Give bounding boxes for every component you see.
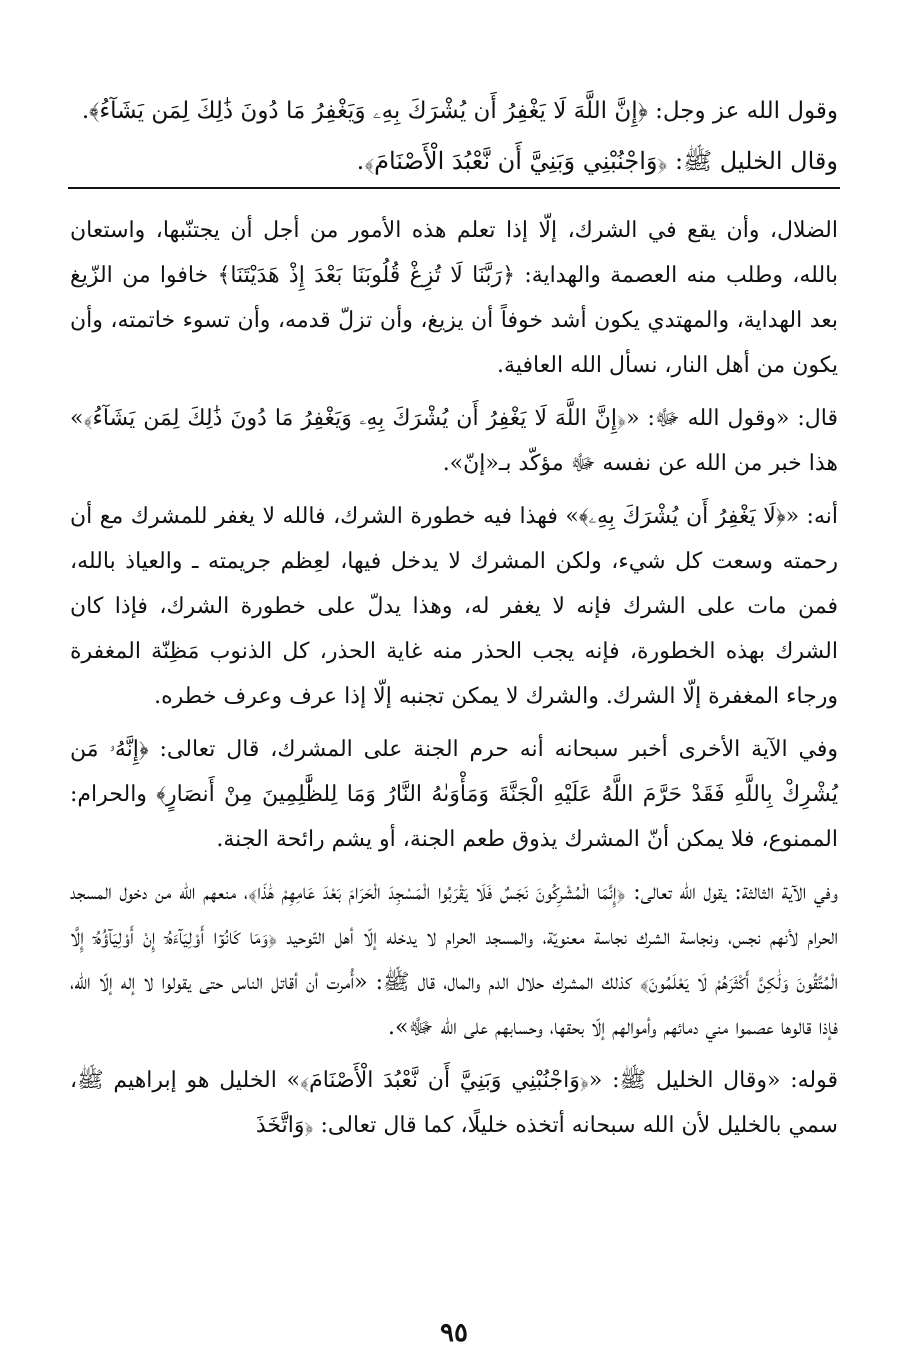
header-line-2: وقال الخليل ﷺ: ﴿وَاجْنُبْنِي وَبَنِيَّ أَن نَّعْبُدَ الْأَصْنَامَ﴾. [356, 147, 838, 175]
paragraph: وفي الآية الأخرى أخبر سبحانه أنه حرم الجنة على المشرك، قال تعالى: ﴿إِنَّهُۥ مَن يُشْرِكْ بِاللَّهِ فَقَدْ حَرَّمَ اللَّهُ عَلَيْهِ الْجَنَّةَ وَمَأْوَىٰهُ النَّارُ وَمَا لِلظَّٰلِمِينَ مِنْ أَنصَارٍ﴾ والحرام: الممنوع، فلا يمكن أنّ المشرك يذوق طعم الجنة، أو يشم رائحة الجنة. [70, 737, 838, 852]
page-number: ٩٥ [440, 1318, 468, 1348]
commentary-body [70, 208, 838, 1156]
paragraph: وفي الآية الثالثة: يقول الله تعالى: ﴿إِنَّمَا الْمُشْرِكُونَ نَجَسٌ فَلَا يَقْرَبُوا الْمَسْجِدَ الْحَرَامَ بَعْدَ عَامِهِمْ هَٰذَا﴾، منعهم الله من دخول المسجد الحرام لأنهم نجس، ونجاسة الشرك نجاسة معنويّة، والمسجد الحرام لا يدخله إلّا أهل التّوحيد ﴿وَمَا كَانُوٓا أَوْلِيَآءَهُۥٓ إِنْ أَوْلِيَآؤُهُۥٓ إِلَّا الْمُتَّقُونَ وَلَٰكِنَّ أَكْثَرَهُمْ لَا يَعْلَمُونَ﴾ كذلك المشرك حلال الدم والمال، قال ﷺ: «أُمرت أن أقاتل الناس حتى يقولوا لا إله إلّا الله، فإذا قالوها عصموا مني دمائهم وأموالهم إلّا بحقها، وحسابهم على الله ﷻ». [70, 880, 838, 1040]
header-quotes [70, 86, 838, 186]
paragraph: الضلال، وأن يقع في الشرك، إلّا إذا تعلم هذه الأمور من أجل أن يجتنّبها، واستعان بالله، وطلب منه العصمة والهداية: ﴿رَبَّنَا لَا تُزِغْ قُلُوبَنَا بَعْدَ إِذْ هَدَيْتَنَا﴾ خافوا من الزّيغ بعد الهداية، والمهتدي يكون أشد خوفاً أن يزيغ، وأن تزلّ قدمه، وأن تسوء خاتمته، وأن يكون من أهل النار، نسأل الله العافية. [70, 218, 838, 378]
header-line-1: وقول الله عز وجل: ﴿إِنَّ اللَّهَ لَا يَغْفِرُ أَن يُشْرَكَ بِهِۦ وَيَغْفِرُ مَا دُونَ ذَٰلِكَ لِمَن يَشَآءُ﴾. [81, 98, 838, 124]
paragraph: أنه: «﴿لَا يَغْفِرُ أَن يُشْرَكَ بِهِۦ﴾» فهذا فيه خطورة الشرك، فالله لا يغفر للمشرك مع أن رحمته وسعت كل شيء، ولكن المشرك لا يدخل فيها، لعِظم جريمته ـ والعياذ بالله، فمن مات على الشرك فإنه لا يغفر له، وهذا يدلّ على خطورة الشرك، فإذا كان الشرك بهذه الخطورة، فإنه يجب الحذر منه غاية الحذر، كل الذنوب مَظِنّة المغفرة ورجاء المغفرة إلّا الشرك. والشرك لا يمكن تجنبه إلّا إذا عرف وعرف خطره. [70, 504, 838, 709]
separator-line [68, 187, 840, 189]
paragraph: قال: «وقول الله ﷻ: «﴿إِنَّ اللَّهَ لَا يَغْفِرُ أَن يُشْرَكَ بِهِۦ وَيَغْفِرُ مَا دُونَ ذَٰلِكَ لِمَن يَشَآءُ﴾» هذا خبر من الله عن نفسه ﷻ مؤكّد بـ«إنّ». [70, 406, 838, 476]
paragraph: قوله: «وقال الخليل ﷺ: «﴿وَاجْنُبْنِي وَبَنِيَّ أَن نَّعْبُدَ الْأَصْنَامَ﴾» الخليل هو إبراهيم ﷺ، سمي بالخليل لأن الله سبحانه أتخذه خليلًا، كما قال تعالى: ﴿وَاتَّخَذَ [70, 1068, 838, 1138]
